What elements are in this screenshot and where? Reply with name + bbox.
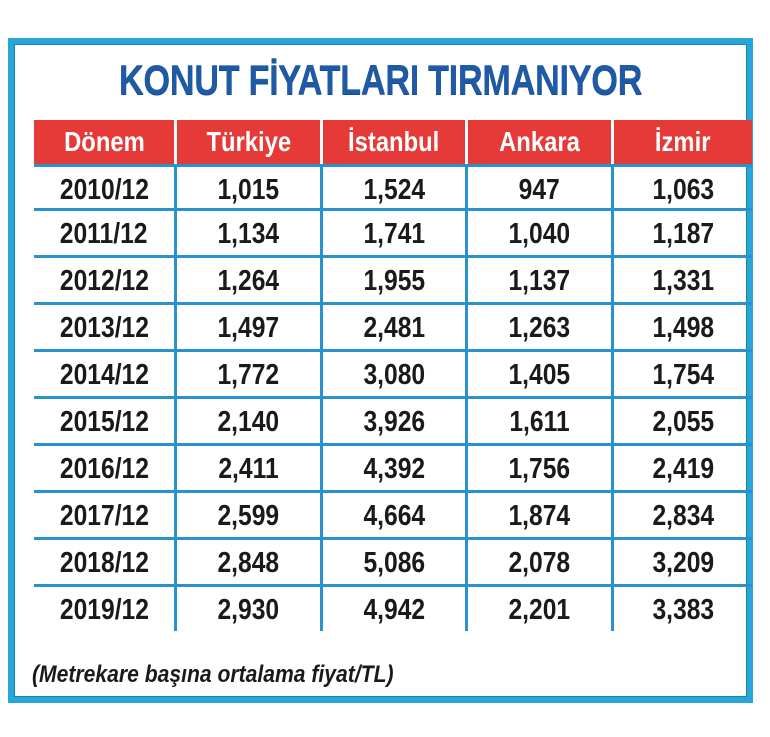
cell-period: 2015/12 [34, 399, 177, 443]
cell-ankara: 1,611 [468, 399, 614, 443]
cell-izmir: 1,498 [652, 312, 714, 344]
cell-izmir: 1,331 [652, 265, 714, 297]
header-izmir: İzmir [655, 126, 711, 157]
cell-izmir: 3,209 [652, 547, 714, 579]
cell-istanbul: 3,080 [323, 352, 468, 396]
table-row [34, 399, 752, 446]
cell-ankara: 1,756 [468, 446, 614, 490]
cell-period: 2017/12 [34, 493, 177, 537]
cell-istanbul: 1,524 [323, 167, 468, 211]
cell-izmir: 2,055 [652, 406, 714, 438]
cell-ankara: 1,263 [468, 305, 614, 349]
table-row [34, 446, 752, 493]
cell-izmir: 1,187 [652, 218, 714, 250]
cell-ankara: 1,874 [468, 493, 614, 537]
cell-period: 2010/12 [34, 167, 177, 211]
table-row [34, 587, 752, 634]
cell-izmir: 3,383 [652, 594, 714, 626]
cell-period: 2012/12 [34, 258, 177, 302]
cell-turkiye: 2,140 [177, 399, 323, 443]
header-turkiye: Türkiye [177, 120, 323, 164]
cell-period: 2016/12 [34, 446, 177, 490]
header-donem: Dönem [34, 120, 177, 164]
table-body [34, 164, 752, 634]
cell-period: 2014/12 [34, 352, 177, 396]
table-row [34, 164, 752, 211]
table-frame [8, 38, 753, 703]
table-row [34, 305, 752, 352]
table-row [34, 540, 752, 587]
cell-turkiye: 2,599 [177, 493, 323, 537]
cell-izmir: 1,754 [652, 359, 714, 391]
cell-turkiye: 1,264 [177, 258, 323, 302]
cell-istanbul: 4,664 [323, 493, 468, 537]
cell-istanbul: 1,741 [323, 211, 468, 255]
cell-turkiye: 1,772 [177, 352, 323, 396]
table-row [34, 211, 752, 258]
table-row [34, 352, 752, 399]
cell-ankara: 1,137 [468, 258, 614, 302]
cell-istanbul: 3,926 [323, 399, 468, 443]
table-header [34, 120, 752, 164]
unit-note: (Metrekare başına ortalama fiyat/TL) [32, 661, 394, 688]
cell-ankara: 2,201 [468, 587, 614, 631]
cell-istanbul: 5,086 [323, 540, 468, 584]
cell-turkiye: 1,015 [177, 167, 323, 211]
cell-period: 2013/12 [34, 305, 177, 349]
table-title: KONUT FİYATLARI TIRMANIYOR [118, 56, 643, 103]
cell-turkiye: 1,497 [177, 305, 323, 349]
cell-ankara: 2,078 [468, 540, 614, 584]
cell-istanbul: 4,942 [323, 587, 468, 631]
cell-ankara: 1,040 [468, 211, 614, 255]
header-istanbul: İstanbul [323, 120, 468, 164]
cell-period: 2011/12 [34, 211, 177, 255]
cell-turkiye: 2,411 [177, 446, 323, 490]
cell-ankara: 1,405 [468, 352, 614, 396]
header-ankara: Ankara [468, 120, 614, 164]
cell-istanbul: 1,955 [323, 258, 468, 302]
cell-period: 2019/12 [34, 587, 177, 631]
cell-izmir: 2,419 [652, 453, 714, 485]
price-table [34, 120, 752, 634]
cell-izmir: 1,063 [652, 174, 714, 206]
cell-turkiye: 1,134 [177, 211, 323, 255]
cell-turkiye: 2,848 [177, 540, 323, 584]
cell-istanbul: 4,392 [323, 446, 468, 490]
cell-ankara: 947 [468, 167, 614, 211]
table-row [34, 493, 752, 540]
cell-period: 2018/12 [34, 540, 177, 584]
table-row [34, 258, 752, 305]
cell-turkiye: 2,930 [177, 587, 323, 631]
cell-istanbul: 2,481 [323, 305, 468, 349]
cell-izmir: 2,834 [652, 500, 714, 532]
